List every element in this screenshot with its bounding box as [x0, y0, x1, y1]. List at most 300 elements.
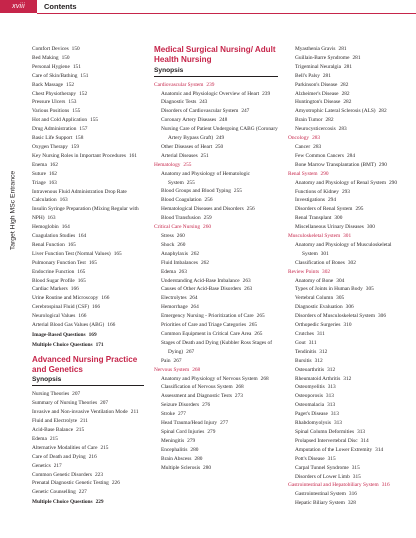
toc-entry-page: 300 — [334, 215, 343, 222]
toc-entry — [288, 455, 408, 464]
toc-entry-title: Priorities of Care and Triage Categories — [161, 322, 247, 329]
toc-entry-page: 262 — [200, 259, 209, 266]
toc-entry-page: 295 — [355, 206, 364, 213]
toc-entry — [288, 339, 408, 348]
page-number-badge: xviii — [0, 0, 37, 13]
toc-entry-title: Understanding Acid-Base Imbalance — [161, 277, 240, 284]
toc-entry-page: 169 — [88, 332, 97, 338]
toc-entry — [288, 428, 408, 437]
toc-entry-page: 313 — [330, 411, 339, 418]
toc-section-entry — [154, 81, 278, 90]
toc-entry-page: 263 — [242, 277, 251, 284]
toc-entry — [288, 98, 408, 107]
toc-section-entry — [288, 481, 408, 490]
toc-entry-page: 305 — [365, 286, 374, 293]
toc-entry — [288, 303, 408, 312]
toc-entry — [288, 205, 408, 214]
toc-entry-title: Various Positions — [32, 108, 70, 115]
toc-entry — [288, 330, 408, 339]
toc-entry-page: 255 — [183, 161, 192, 168]
toc-entry-page: 264 — [189, 295, 198, 302]
toc-entry-page: 161 — [128, 152, 137, 159]
toc-entry-title: Osteoporosis — [295, 393, 323, 400]
toc-entry-page: 163 — [48, 179, 57, 186]
toc-entry — [154, 214, 278, 223]
toc-entry-page: 301 — [320, 250, 329, 257]
toc-column-1 — [32, 45, 144, 507]
toc-entry — [154, 330, 278, 339]
toc-entry-title: Osteomalacia — [295, 402, 325, 409]
toc-entry — [32, 134, 144, 143]
toc-entry-page: 315 — [352, 473, 361, 480]
toc-entry-title: Blood Groups and Blood Typing — [161, 188, 231, 195]
toc-entry-title: Few Common Cancers — [295, 152, 344, 159]
toc-entry-title: Anaphylaxis — [161, 250, 189, 257]
toc-entry-page: 166 — [107, 322, 116, 329]
toc-entry — [288, 179, 408, 188]
toc-entry — [288, 437, 408, 446]
toc-entry — [154, 125, 278, 143]
toc-entry-title: Rhabdomyolysis — [295, 420, 331, 427]
side-label: Target High MSc Entrance — [9, 170, 17, 251]
toc-entry — [32, 399, 144, 408]
toc-entry-page: 315 — [351, 464, 360, 471]
toc-entry — [32, 259, 144, 268]
toc-entry-title: Miscellaneous Urinary Diseases — [295, 224, 364, 231]
toc-entry-page: 207 — [100, 400, 109, 407]
toc-entry — [288, 214, 408, 223]
toc-entry-title: Disorders of Musculoskeletal System — [295, 313, 375, 320]
toc-entry-title: Cardiac Markers — [32, 286, 68, 293]
toc-entry-title: Musculoskeletal System — [288, 233, 341, 240]
toc-entry — [154, 401, 278, 410]
toc-entry-page: 265 — [254, 330, 263, 337]
toc-entry-page: 159 — [70, 143, 79, 150]
toc-entry — [154, 375, 278, 384]
toc-entry-title: Pulmonary Function Test — [32, 259, 86, 266]
toc-entry-page: 215 — [100, 444, 109, 451]
toc-entry-title: Orthopedic Surgeries — [295, 322, 341, 329]
toc-entry-page: 312 — [319, 348, 328, 355]
toc-entry-page: 281 — [338, 46, 347, 52]
toc-entry-page: 152 — [79, 90, 88, 97]
toc-entry-page: 163 — [59, 197, 68, 204]
toc-entry-page: 316 — [348, 491, 357, 498]
toc-entry — [32, 268, 144, 277]
toc-entry — [288, 45, 408, 54]
toc-entry — [288, 464, 408, 473]
toc-entry-page: 300 — [366, 224, 375, 231]
toc-entry — [288, 196, 408, 205]
toc-entry-title: Multiple Sclerosis — [161, 464, 201, 471]
toc-entry-title: Drug Administration — [32, 126, 77, 133]
toc-entry-page: 312 — [327, 366, 336, 373]
toc-entry — [32, 45, 144, 54]
toc-entry-title: Hemorrhage — [161, 304, 188, 311]
toc-entry-title: Invasive and Non-invasive Ventilation Mode — [32, 409, 128, 416]
toc-entry — [32, 223, 144, 232]
toc-entry — [32, 331, 144, 340]
toc-entry-title: Genetic Counselling — [32, 489, 76, 496]
toc-section-entry — [154, 223, 278, 232]
toc-entry — [32, 426, 144, 435]
toc-entry-title: Edema — [161, 268, 176, 275]
toc-entry-title: Chest Physiotherapy — [32, 90, 77, 97]
toc-entry — [32, 285, 144, 294]
toc-entry-page: 262 — [191, 250, 200, 257]
toc-entry-page: 151 — [72, 63, 81, 70]
toc-section-entry — [288, 134, 408, 143]
toc-entry-title: Common Genetic Disorders — [32, 471, 92, 478]
toc-entry — [32, 107, 144, 116]
toc-entry-title: Types of Joints in Human Body — [295, 286, 363, 293]
toc-list — [288, 45, 408, 508]
toc-entry — [288, 107, 408, 116]
toc-entry-page: 290 — [378, 161, 387, 168]
toc-entry — [288, 72, 408, 81]
toc-entry-page: 171 — [95, 341, 104, 348]
toc-entry — [154, 446, 278, 455]
toc-entry-page: 250 — [215, 143, 224, 150]
toc-entry-title: Disorders of Lower Limb — [295, 473, 350, 480]
toc-entry-title: Stress — [161, 233, 174, 239]
toc-entry-page: 223 — [94, 471, 103, 478]
toc-entry-title: Gout — [295, 339, 306, 346]
toc-entry-page: 165 — [67, 241, 76, 248]
toc-entry — [32, 341, 144, 350]
toc-entry — [32, 488, 144, 497]
toc-entry — [288, 63, 408, 72]
toc-entry — [32, 152, 144, 161]
toc-entry — [32, 444, 144, 453]
toc-entry-page: 165 — [77, 277, 86, 284]
toc-entry-title: Paget's Disease — [295, 411, 328, 418]
toc-entry-title: Triage — [32, 179, 46, 186]
toc-entry-page: 306 — [378, 313, 387, 320]
toc-entry — [288, 54, 408, 63]
toc-entry-title: Emergency Nursing - Prioritization of Care — [161, 313, 254, 320]
toc-entry-title: Classification of Nervous System — [161, 384, 233, 391]
toc-entry-title: Rheumatoid Arthritis — [295, 375, 341, 382]
toc-entry — [32, 277, 144, 286]
toc-entry-title: Renal Function — [32, 241, 65, 248]
toc-entry-title: Bell's Palsy — [295, 72, 320, 79]
toc-entry-title: Key Nursing Roles in Important Procedures — [32, 152, 126, 159]
toc-entry-title: Nursing Theories — [32, 391, 70, 398]
toc-entry-title: Hepatic Biliary System — [295, 500, 345, 507]
toc-entry-title: Suture — [32, 170, 46, 177]
toc-entry-title: Anatomy and Physiology of Hematologic System — [161, 170, 251, 186]
toc-entry-title: Guillain-Barre Syndrome — [295, 54, 350, 61]
toc-entry-title: Pressure Ulcers — [32, 99, 66, 106]
toc-entry-page: 283 — [313, 143, 322, 150]
toc-entry — [288, 81, 408, 90]
toc-entry — [154, 107, 278, 116]
toc-entry-title: Oncology — [288, 135, 310, 142]
toc-entry-title: Enema — [32, 161, 47, 168]
toc-entry-title: Basic Life Support — [32, 135, 73, 142]
toc-entry-title: Arterial Diseases — [161, 152, 198, 159]
toc-entry-title: Intravenous Fluid Administration Drop Rate Calculation — [32, 188, 127, 204]
toc-entry-page: 313 — [357, 428, 366, 435]
toc-entry-page: 313 — [325, 393, 334, 400]
toc-entry — [32, 125, 144, 134]
toc-entry-title: Prolapsed Intervertebral Disc — [295, 437, 358, 444]
toc-entry-title: Renal System — [288, 170, 318, 177]
toc-entry-page: 311 — [308, 339, 317, 346]
synopsis-rule — [32, 385, 144, 386]
toc-entry — [288, 410, 408, 419]
toc-entry — [288, 277, 408, 286]
header-rule — [37, 13, 416, 14]
toc-entry-title: Neurological Values — [32, 313, 76, 320]
toc-entry-title: Hematology — [154, 161, 181, 168]
toc-entry — [32, 408, 144, 417]
toc-entry-page: 282 — [343, 99, 352, 106]
toc-entry-page: 302 — [347, 259, 356, 266]
toc-entry-title: Renal Transplant — [295, 215, 332, 222]
toc-entry-title: Classification of Bones — [295, 259, 345, 266]
toc-entry — [154, 143, 278, 152]
toc-entry-page: 312 — [343, 375, 352, 382]
toc-entry-page: 153 — [68, 99, 77, 106]
toc-entry-title: Stages of Death and Dying (Kubbler Ross Stages of Dying) — [161, 339, 273, 355]
toc-entry — [154, 410, 278, 419]
toc-entry — [154, 152, 278, 161]
toc-entry-title: Head Trauma/Head Injury — [161, 420, 218, 427]
toc-entry-page: 166 — [70, 286, 79, 293]
toc-entry-page: 163 — [47, 215, 56, 222]
toc-entry — [288, 499, 408, 508]
toc-entry — [32, 498, 144, 507]
toc-entry-title: Bone Marrow Transplantation (BMT) — [295, 161, 376, 168]
toc-entry-page: 158 — [75, 135, 84, 142]
toc-entry-title: Spinal Column Deformities — [295, 428, 355, 435]
toc-entry-page: 279 — [207, 428, 216, 435]
toc-entry-page: 281 — [343, 63, 352, 70]
toc-entry-title: Disorders of Cardiovascular System — [161, 108, 239, 115]
toc-entry-title: Care of Death and Dying — [32, 453, 86, 460]
toc-entry-page: 265 — [249, 322, 258, 329]
toc-entry-title: Comfort Devices — [32, 46, 69, 52]
toc-entry — [288, 285, 408, 294]
toc-entry-title: Functions of Kidney — [295, 188, 339, 195]
toc-entry-title: Oxygen Therapy — [32, 143, 68, 150]
toc-entry-title: Tendinitis — [295, 348, 317, 355]
toc-entry-title: Fluid and Electrolyte — [32, 418, 78, 425]
toc-entry — [32, 90, 144, 99]
toc-entry — [288, 223, 408, 232]
toc-entry — [32, 81, 144, 90]
synopsis-label: Synopsis — [154, 66, 184, 74]
chapter-heading: Advanced Nursing Practice and Genetics — [32, 354, 138, 374]
toc-entry — [32, 72, 144, 81]
toc-entry-page: 247 — [241, 108, 250, 115]
toc-section-entry — [154, 366, 278, 375]
toc-entry — [154, 116, 278, 125]
toc-entry-title: Blood Sugar Profile — [32, 277, 75, 284]
toc-entry — [154, 187, 278, 196]
toc-entry-title: Crutches — [295, 331, 314, 337]
toc-entry-title: Osteomyelitis — [295, 384, 325, 391]
toc-entry-title: Edema — [32, 435, 47, 442]
toc-entry — [154, 285, 278, 294]
toc-entry — [154, 241, 278, 250]
toc-entry-title: Bursitis — [295, 357, 312, 364]
toc-entry-page: 312 — [314, 357, 323, 364]
toc-entry — [288, 259, 408, 268]
toc-entry-page: 166 — [101, 295, 110, 302]
toc-entry — [32, 453, 144, 462]
toc-entry — [32, 471, 144, 480]
toc-entry — [288, 401, 408, 410]
toc-entry-page: 280 — [203, 464, 212, 471]
toc-entry-title: Care of Skin/Bathing — [32, 72, 78, 79]
toc-entry — [288, 152, 408, 161]
toc-entry-title: Pain — [161, 357, 171, 364]
toc-entry — [288, 116, 408, 125]
toc-entry-page: 263 — [178, 268, 187, 275]
toc-entry-title: Amputation of the Lower Extremity — [295, 446, 373, 453]
toc-entry-page: 313 — [327, 384, 336, 391]
toc-entry-title: Back Massage — [32, 81, 64, 88]
toc-entry-title: Huntington's Disease — [295, 99, 341, 106]
page-header — [0, 0, 416, 13]
toc-entry-page: 151 — [80, 72, 89, 79]
toc-column-2 — [154, 45, 278, 472]
toc-entry-page: 150 — [71, 46, 80, 52]
toc-entry-page: 313 — [333, 420, 342, 427]
toc-entry-page: 256 — [246, 206, 255, 213]
toc-entry-page: 284 — [346, 152, 355, 159]
toc-list — [154, 81, 278, 473]
toc-entry — [32, 63, 144, 72]
toc-entry-page: 215 — [76, 427, 85, 434]
toc-entry-page: 268 — [192, 366, 201, 373]
toc-entry-title: Electrolytes — [161, 295, 187, 302]
toc-entry-page: 283 — [338, 126, 347, 133]
toc-entry-page: 162 — [48, 170, 57, 177]
toc-entry — [154, 294, 278, 303]
toc-entry — [154, 428, 278, 437]
toc-entry-title: Spinal Cord Injuries — [161, 428, 205, 435]
toc-entry-page: 279 — [187, 437, 196, 444]
toc-entry — [288, 348, 408, 357]
toc-entry — [32, 161, 144, 170]
toc-entry-title: Anatomy and Physiology of Musculoskeletal System — [295, 241, 392, 257]
toc-entry — [154, 321, 278, 330]
toc-entry-page: 281 — [322, 72, 331, 79]
toc-entry-page: 282 — [340, 81, 349, 88]
toc-entry-title: Summary of Nursing Theories — [32, 400, 98, 407]
toc-entry-title: Diagnostic Evaluation — [295, 304, 343, 311]
toc-entry-page: 215 — [49, 435, 58, 442]
toc-entry — [288, 473, 408, 482]
toc-entry-page: 243 — [199, 99, 208, 106]
toc-entry — [32, 294, 144, 303]
toc-entry-page: 281 — [352, 54, 361, 61]
toc-entry-page: 211 — [80, 418, 88, 425]
toc-entry-page: 306 — [345, 304, 354, 311]
toc-entry — [288, 375, 408, 384]
section-title: Contents — [44, 2, 77, 11]
toc-entry — [154, 205, 278, 214]
toc-entry — [32, 54, 144, 63]
toc-entry-page: 290 — [389, 179, 398, 186]
toc-entry-page: 282 — [341, 90, 350, 97]
toc-entry-title: Neurocysticercosis — [295, 126, 336, 133]
toc-entry — [288, 294, 408, 303]
toc-entry-title: Seizure Disorders — [161, 402, 200, 409]
toc-entry-title: Nervous System — [154, 366, 190, 373]
toc-entry — [32, 390, 144, 399]
toc-entry — [32, 232, 144, 241]
toc-entry — [154, 455, 278, 464]
toc-entry — [154, 277, 278, 286]
toc-entry-page: 290 — [320, 170, 329, 177]
toc-entry — [154, 312, 278, 321]
toc-entry-page: 267 — [173, 357, 182, 364]
toc-entry-page: 277 — [177, 411, 186, 418]
toc-entry — [288, 188, 408, 197]
toc-entry — [32, 188, 144, 206]
toc-entry-page: 293 — [341, 188, 350, 195]
toc-entry-title: Multiple Choice Questions — [32, 341, 93, 348]
toc-entry-title: Diagnostic Tests — [161, 99, 197, 106]
toc-entry-title: Genetics — [32, 462, 51, 469]
synopsis-label: Synopsis — [32, 376, 62, 384]
toc-entry-page: 268 — [235, 384, 244, 391]
toc-entry-page: 229 — [95, 499, 104, 506]
toc-entry-page: 259 — [203, 215, 212, 222]
toc-entry-title: Urine Routine and Microscopy — [32, 295, 99, 302]
toc-entry — [288, 312, 408, 321]
toc-entry-title: Anatomy of Bone — [295, 277, 334, 284]
toc-entry — [288, 125, 408, 134]
toc-entry-page: 227 — [78, 489, 87, 496]
toc-entry-title: Liver Function Test (Normal Values) — [32, 250, 111, 257]
toc-entry — [288, 357, 408, 366]
toc-entry-page: 282 — [378, 108, 387, 115]
toc-entry-page: 166 — [78, 313, 87, 320]
toc-entry-page: 263 — [244, 286, 253, 293]
toc-entry-title: Brain Tumor — [295, 117, 323, 124]
toc-entry-page: 282 — [325, 117, 334, 124]
toc-entry-page: 248 — [219, 117, 228, 124]
toc-entry-title: Meningitis — [161, 437, 185, 444]
toc-entry-title: Fluid Imbalances — [161, 259, 198, 266]
toc-entry-page: 268 — [260, 375, 269, 382]
toc-entry-page: 211 — [130, 409, 139, 416]
toc-entry-page: 155 — [72, 108, 81, 115]
toc-entry — [32, 205, 144, 223]
toc-entry-page: 276 — [202, 402, 211, 409]
toc-entry-page: 265 — [256, 313, 265, 320]
toc-entry-page: 280 — [194, 455, 203, 462]
toc-entry-title: Insulin Syringe Preparation (Mixing Regular with NPH) — [32, 206, 139, 222]
toc-entry — [288, 490, 408, 499]
toc-entry-title: Hematological Diseases and Disorders — [161, 206, 244, 213]
toc-entry — [154, 464, 278, 473]
toc-entry — [154, 250, 278, 259]
toc-entry — [154, 383, 278, 392]
toc-entry-title: Pott's Disease — [295, 455, 325, 462]
toc-entry-title: Gastrointestinal and Hepatobiliary System — [288, 482, 379, 489]
toc-entry — [32, 435, 144, 444]
toc-entry-page: 328 — [347, 500, 356, 507]
toc-entry-title: Multiple Choice Questions — [32, 499, 93, 506]
toc-entry — [288, 161, 408, 170]
